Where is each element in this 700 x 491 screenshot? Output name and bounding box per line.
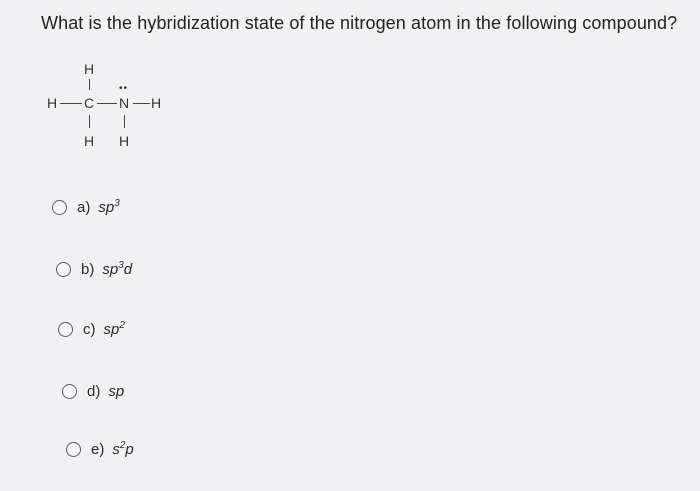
radio-a[interactable] — [52, 200, 67, 215]
radio-e[interactable] — [66, 442, 81, 457]
option-c-text: $sp^2$ — [103, 320, 125, 338]
option-c-letter: c) — [83, 320, 96, 338]
option-b-letter: b) — [81, 260, 95, 278]
bond-n-bottom-h — [124, 115, 125, 128]
radio-d[interactable] — [62, 384, 77, 399]
bond-left-h-c — [60, 103, 82, 104]
option-d-letter: d) — [87, 382, 101, 400]
option-b[interactable] — [56, 260, 132, 278]
option-a-letter: a) — [77, 198, 91, 216]
option-e[interactable] — [66, 440, 134, 458]
bond-c-bottom-h — [89, 115, 90, 128]
radio-c[interactable] — [58, 322, 73, 337]
option-a[interactable] — [52, 198, 120, 216]
question-text: What is the hybridization state of the nitrogen atom in the following compound? — [41, 13, 678, 33]
bond-n-right-h — [133, 103, 150, 104]
atom-left-h: H — [47, 95, 58, 111]
atom-right-h: H — [151, 95, 162, 111]
bond-c-top-h — [89, 79, 90, 90]
atom-carbon: C — [84, 95, 95, 111]
atom-top-h: H — [84, 61, 95, 77]
option-e-letter: e) — [91, 440, 105, 458]
atom-bottom-h-carbon: H — [84, 133, 95, 149]
option-d-text: sp — [108, 383, 125, 400]
atom-nitrogen: N — [119, 95, 130, 111]
atom-bottom-h-nitrogen: H — [119, 133, 130, 149]
radio-b[interactable] — [56, 262, 71, 277]
bond-c-n — [97, 103, 117, 104]
option-a-text: $sp^3$ — [98, 198, 120, 216]
option-c[interactable] — [58, 320, 125, 338]
option-d[interactable] — [62, 382, 124, 400]
methylamine-structure — [40, 58, 180, 163]
nitrogen-lone-pair: •• — [119, 83, 129, 94]
option-e-text: $s^2p$ — [112, 440, 134, 458]
option-b-text: $sp^3d$ — [102, 260, 133, 278]
